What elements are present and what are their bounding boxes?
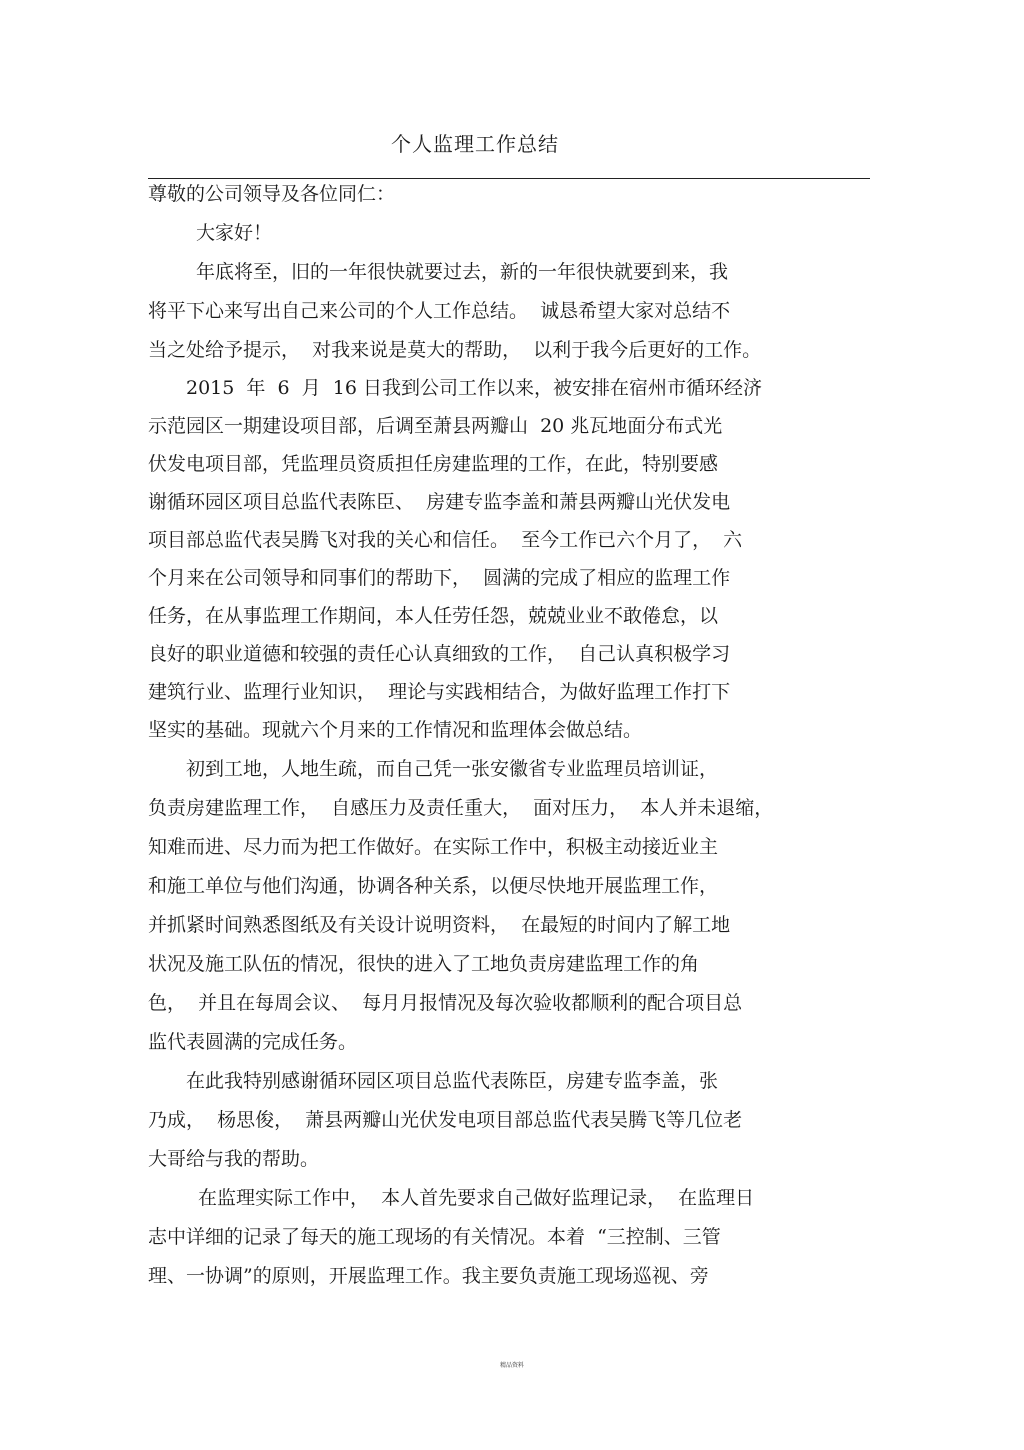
- text-line: 初到工地，人地生疏，而自己凭一张安徽省专业监理员培训证，: [186, 758, 719, 780]
- text-line: 当之处给予提示， 对我来说是莫大的帮助， 以利于我今后更好的工作。: [148, 339, 762, 361]
- text-line: 2015 年 6 月 16 日我到公司工作以来，被安排在宿州市循环经济: [186, 377, 762, 399]
- title-divider: [148, 178, 870, 179]
- text-line: 监代表圆满的完成任务。: [148, 1031, 358, 1053]
- text-line: 在监理实际工作中， 本人首先要求自己做好监理记录， 在监理日: [198, 1187, 755, 1209]
- text-line: 负责房建监理工作， 自感压力及责任重大， 面对压力， 本人并未退缩，: [148, 797, 774, 819]
- text-line: 知难而进、尽力而为把工作做好。在实际工作中，积极主动接近业主: [148, 836, 719, 858]
- document-title: 个人监理工作总结: [391, 132, 559, 156]
- text-line: 良好的职业道德和较强的责任心认真细致的工作， 自己认真积极学习: [148, 643, 731, 665]
- text-line: 坚实的基础。现就六个月来的工作情况和监理体会做总结。: [148, 719, 643, 741]
- page-footer: 精品资料: [499, 1362, 524, 1369]
- text-line: 乃成， 杨思俊， 萧县两瓣山光伏发电项目部总监代表吴腾飞等几位老: [148, 1109, 743, 1131]
- text-line: 将平下心来写出自己来公司的个人工作总结。 诚恳希望大家对总结不: [148, 300, 731, 322]
- text-line: 年底将至，旧的一年很快就要过去，新的一年很快就要到来，我: [196, 261, 729, 283]
- text-line: 伏发电项目部，凭监理员资质担任房建监理的工作，在此，特别要感: [148, 453, 719, 475]
- text-line: 并抓紧时间熟悉图纸及有关设计说明资料， 在最短的时间内了解工地: [148, 914, 731, 936]
- text-line: 大家好！: [196, 222, 273, 244]
- text-line: 色， 并且在每周会议、 每月月报情况及每次验收都顺利的配合项目总: [148, 992, 743, 1014]
- text-line: 和施工单位与他们沟通，协调各种关系，以便尽快地开展监理工作，: [148, 875, 719, 897]
- text-line: 在此我特别感谢循环园区项目总监代表陈臣，房建专监李盖，张: [186, 1070, 719, 1092]
- text-line: 状况及施工队伍的情况，很快的进入了工地负责房建监理工作的角: [148, 953, 700, 975]
- text-line: 志中详细的记录了每天的施工现场的有关情况。本着 “三控制、三管: [148, 1226, 721, 1248]
- text-line: 尊敬的公司领导及各位同仁：: [148, 183, 396, 205]
- text-line: 建筑行业、监理行业知识， 理论与实践相结合，为做好监理工作打下: [148, 681, 731, 703]
- text-line: 示范园区一期建设项目部，后调至萧县两瓣山 20 兆瓦地面分布式光: [148, 415, 723, 437]
- text-line: 个月来在公司领导和同事们的帮助下， 圆满的完成了相应的监理工作: [148, 567, 731, 589]
- text-line: 大哥给与我的帮助。: [148, 1148, 320, 1170]
- text-line: 任务，在从事监理工作期间，本人任劳任怨，兢兢业业不敢倦怠，以: [148, 605, 719, 627]
- text-line: 项目部总监代表吴腾飞对我的关心和信任。 至今工作已六个月了， 六: [148, 529, 743, 551]
- text-line: 理、一协调”的原则，开展监理工作。我主要负责施工现场巡视、旁: [148, 1265, 709, 1287]
- text-line: 谢循环园区项目总监代表陈臣、 房建专监李盖和萧县两瓣山光伏发电: [148, 491, 731, 513]
